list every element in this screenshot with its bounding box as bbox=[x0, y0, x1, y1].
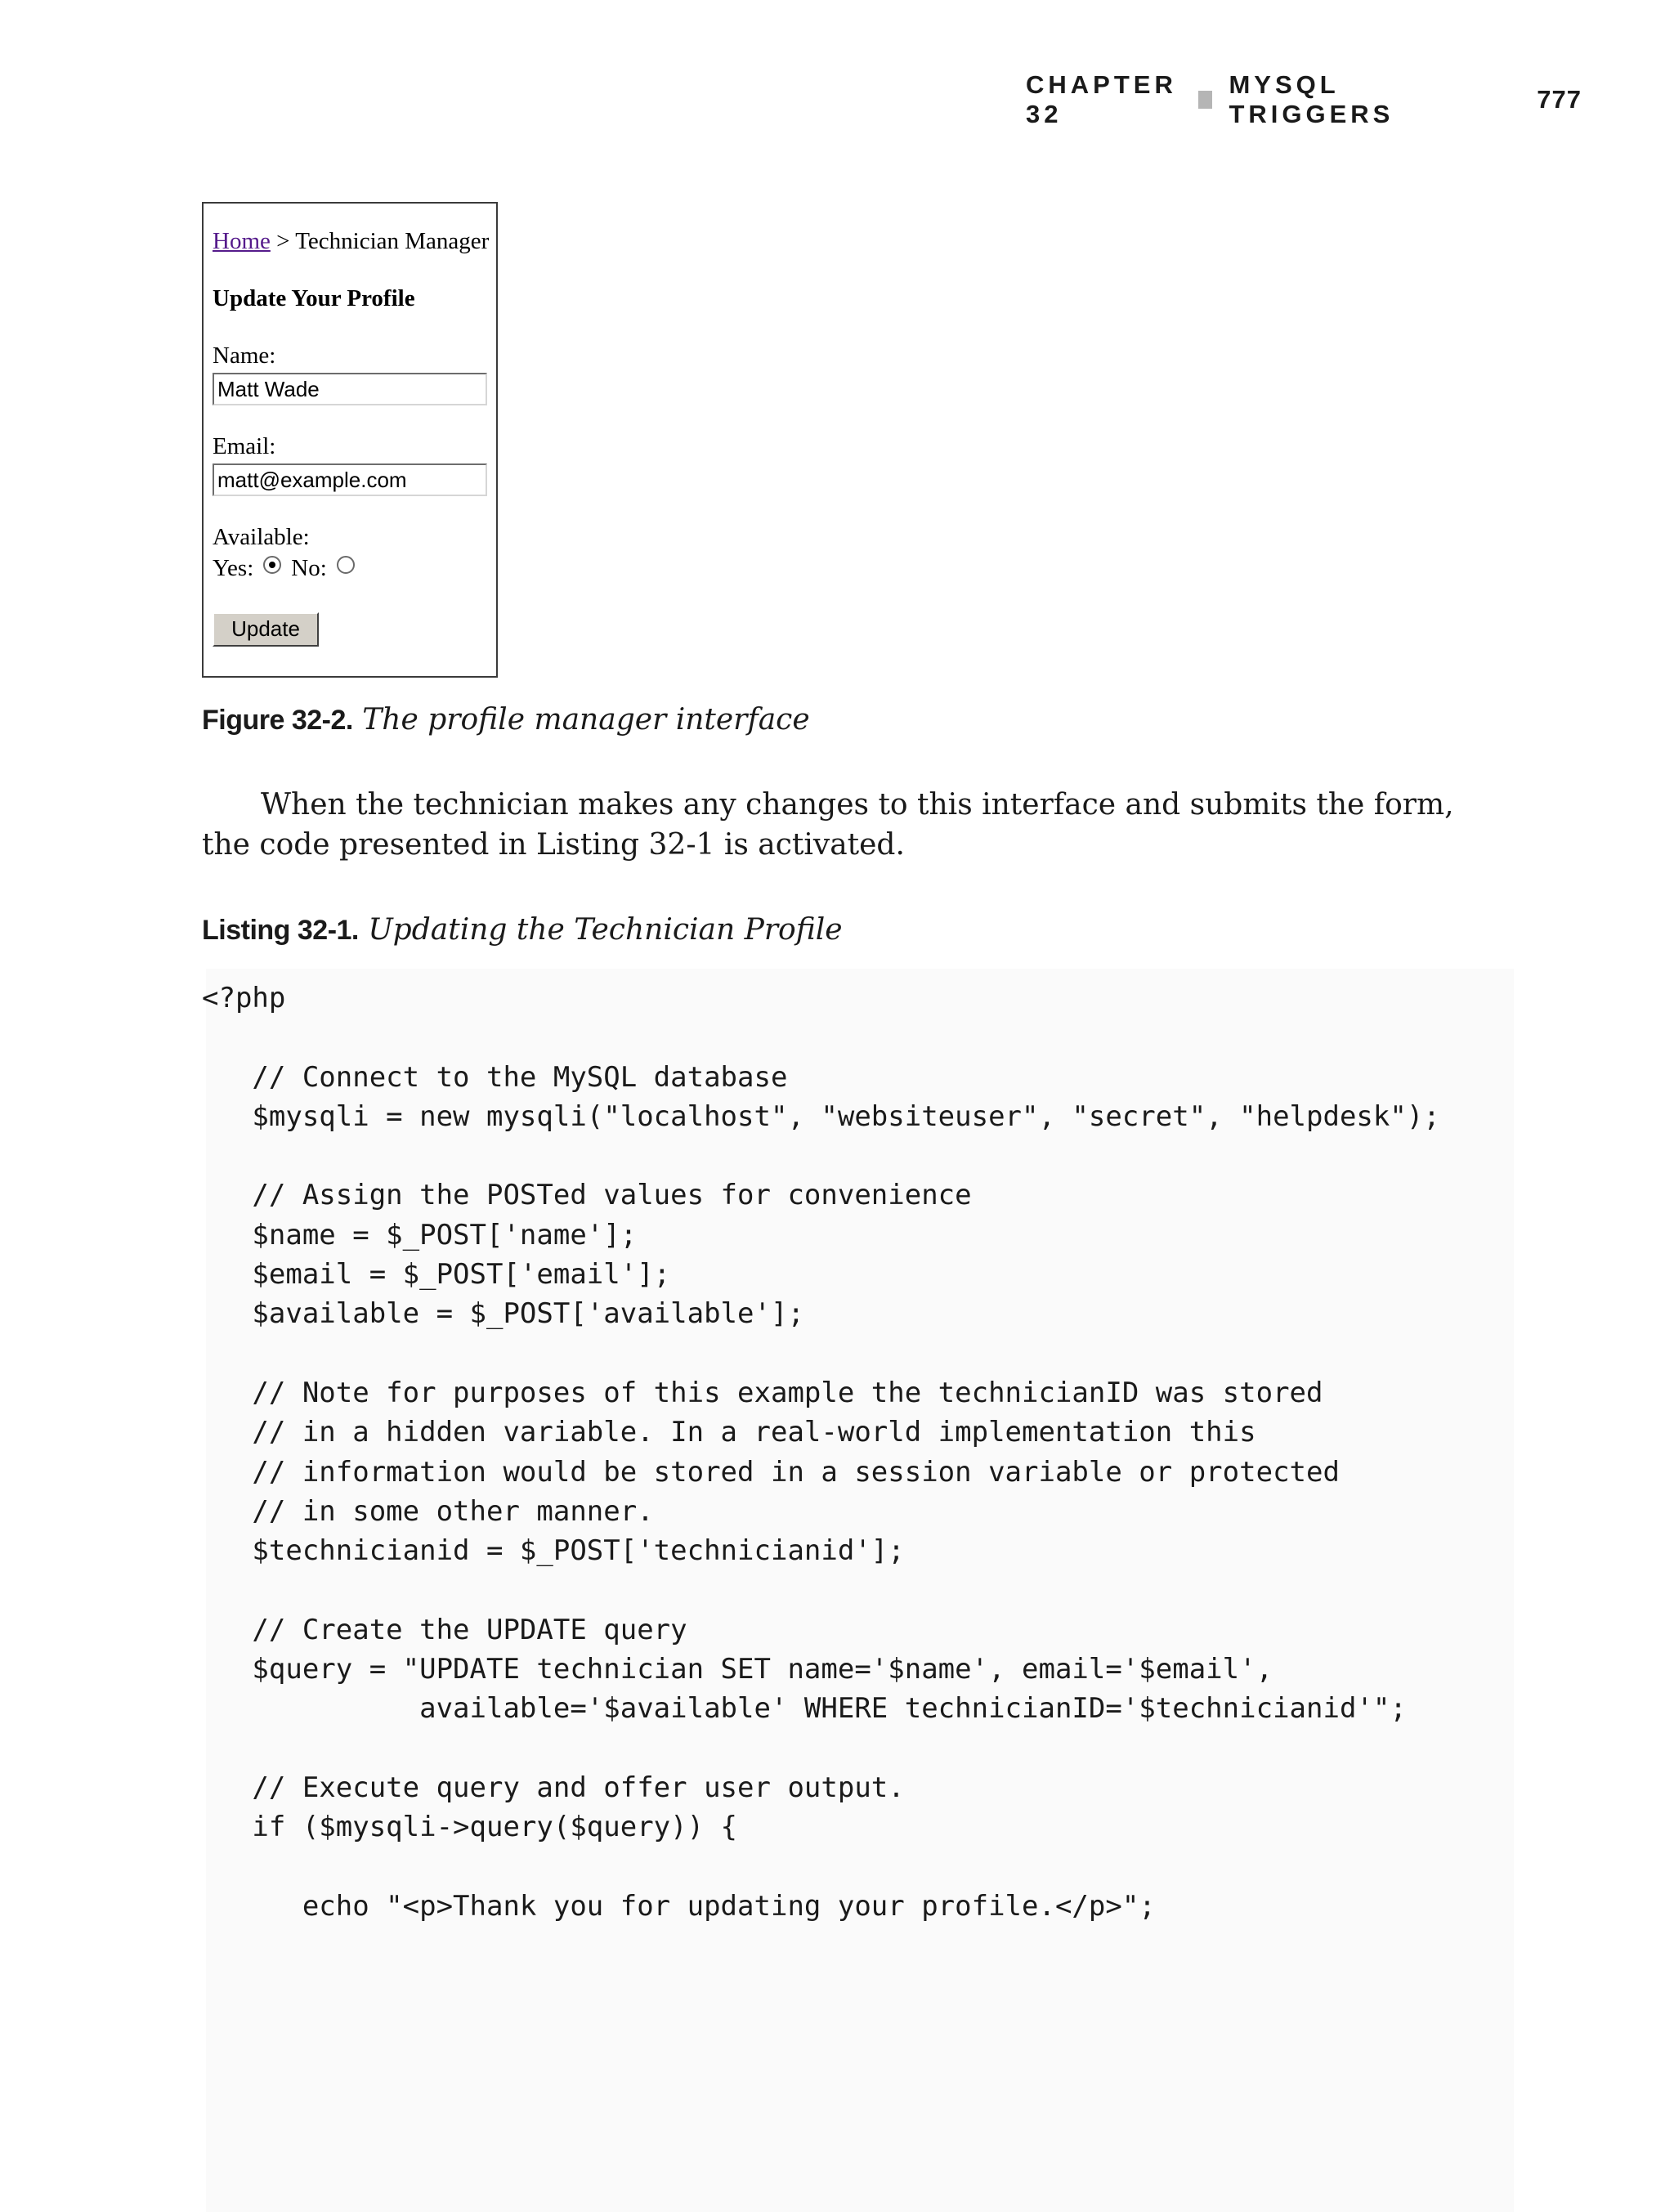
header-separator-square bbox=[1198, 91, 1213, 109]
listing-caption bbox=[202, 913, 843, 947]
code-line: $email = $_POST['email']; bbox=[202, 1258, 671, 1292]
body-paragraph bbox=[202, 785, 1477, 865]
name-label: Name: bbox=[213, 343, 276, 369]
code-line: $technicianid = $_POST['technicianid']; bbox=[202, 1534, 905, 1568]
breadcrumb-separator: > bbox=[270, 228, 296, 254]
breadcrumb-current: Technician Manager bbox=[295, 228, 490, 254]
code-line: // in a hidden variable. In a real-world implementation this bbox=[202, 1416, 1256, 1449]
breadcrumb-home-link[interactable]: Home bbox=[213, 228, 271, 254]
code-line: $name = $_POST['name']; bbox=[202, 1218, 638, 1252]
no-radio[interactable] bbox=[337, 556, 355, 574]
listing-number: Listing 32-1. bbox=[202, 915, 359, 946]
listing-caption-text: Updating the Technician Profile bbox=[368, 913, 843, 947]
running-header bbox=[1026, 70, 1582, 128]
figure-caption bbox=[202, 703, 810, 737]
name-field[interactable]: Matt Wade bbox=[213, 373, 487, 405]
code-line: available='$available' WHERE technicianID='$technicianid'"; bbox=[202, 1692, 1407, 1726]
yes-radio[interactable] bbox=[263, 556, 281, 574]
chapter-label: CHAPTER 32 bbox=[1026, 70, 1177, 128]
profile-manager-screenshot bbox=[202, 202, 498, 678]
available-label: Available: bbox=[213, 524, 310, 550]
available-radio-group bbox=[213, 555, 365, 582]
code-line: echo "<p>Thank you for updating your profile.</p>"; bbox=[202, 1889, 1156, 1923]
body-text: When the technician makes any changes to this interface and submits the form, the code presented in Listing 32-1 is activated. bbox=[202, 788, 1454, 862]
code-line: // Assign the POSTed values for convenience bbox=[202, 1179, 972, 1212]
code-line: // information would be stored in a session variable or protected bbox=[202, 1455, 1340, 1489]
code-line: $mysqli = new mysqli("localhost", "websiteuser", "secret", "helpdesk"); bbox=[202, 1099, 1440, 1133]
breadcrumb bbox=[213, 228, 489, 255]
code-line: $available = $_POST['available']; bbox=[202, 1297, 804, 1331]
yes-label: Yes: bbox=[213, 555, 254, 581]
code-line: if ($mysqli->query($query)) { bbox=[202, 1811, 738, 1844]
radio-selected-dot bbox=[269, 562, 275, 568]
update-button[interactable]: Update bbox=[213, 612, 319, 647]
email-field[interactable]: matt@example.com bbox=[213, 463, 487, 496]
figure-number: Figure 32-2. bbox=[202, 705, 353, 736]
figure-caption-text: The profile manager interface bbox=[362, 703, 810, 737]
code-listing bbox=[202, 978, 1440, 1926]
email-label: Email: bbox=[213, 433, 276, 459]
no-label: No: bbox=[291, 555, 327, 581]
code-line: <?php bbox=[202, 982, 286, 1014]
page-number: 777 bbox=[1537, 85, 1582, 114]
code-line: // Create the UPDATE query bbox=[202, 1613, 687, 1646]
chapter-title: MYSQL TRIGGERS bbox=[1229, 70, 1394, 128]
code-line: // Execute query and offer user output. bbox=[202, 1771, 905, 1804]
code-line: $query = "UPDATE technician SET name='$name', email='$email', bbox=[202, 1653, 1273, 1686]
code-line: // Note for purposes of this example the technicianID was stored bbox=[202, 1376, 1323, 1409]
form-heading: Update Your Profile bbox=[213, 285, 415, 311]
code-line: // Connect to the MySQL database bbox=[202, 1060, 788, 1094]
code-line: // in some other manner. bbox=[202, 1494, 654, 1528]
